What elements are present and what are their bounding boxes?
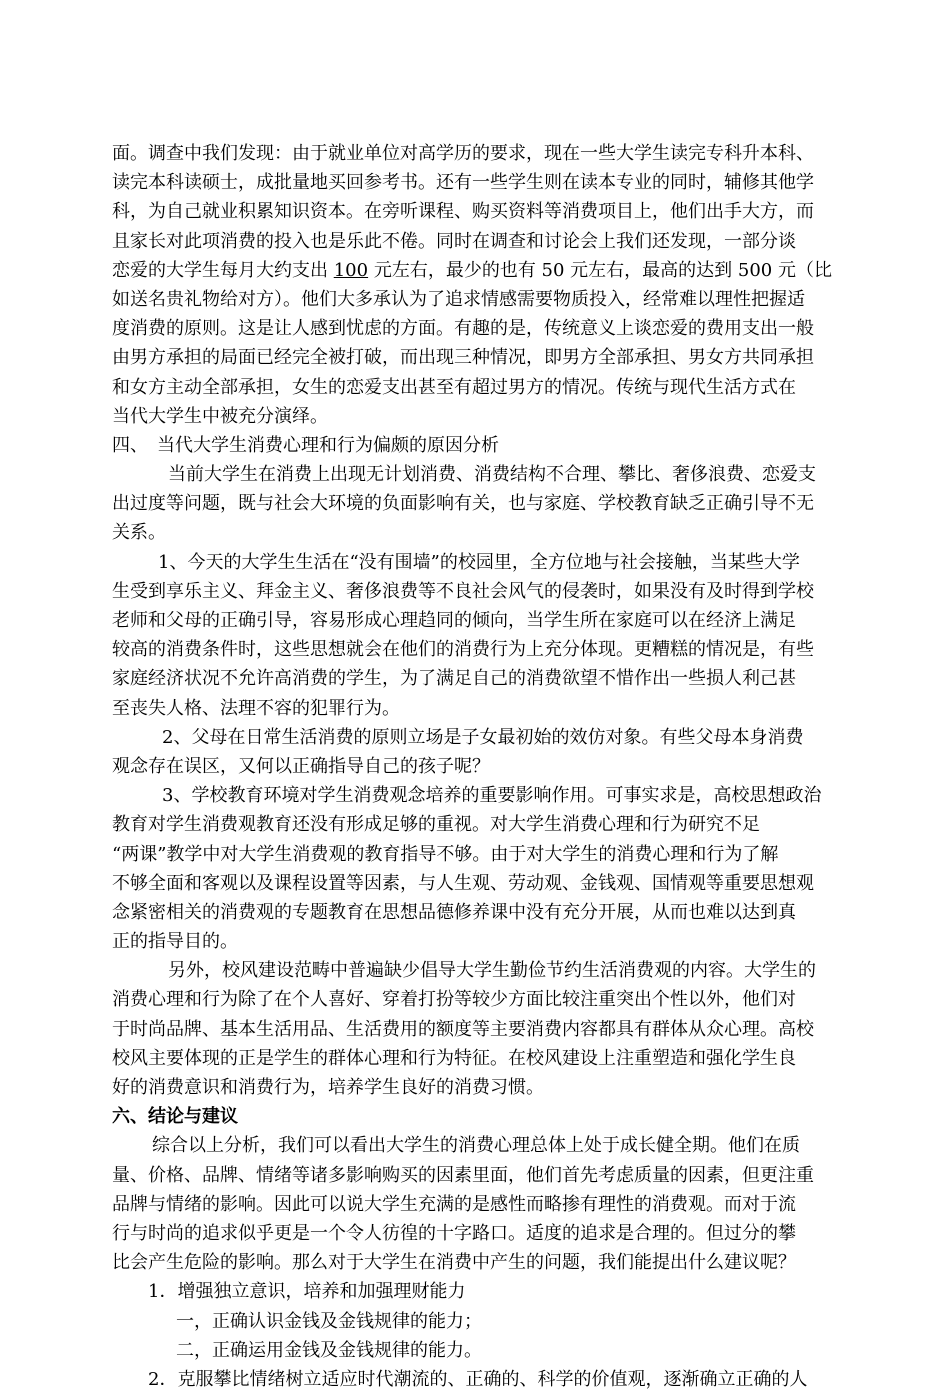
- text-line: 比会产生危险的影响。那么对于大学生在消费中产生的问题，我们能提出什么建议呢？: [112, 1252, 796, 1274]
- text-line: 教育对学生消费观教育还没有形成足够的重视。对大学生消费心理和行为研究不足: [112, 814, 760, 836]
- text-line: [112, 256, 842, 285]
- text-line: 四、 当代大学生消费心理和行为偏颇的原因分析: [112, 434, 499, 456]
- text-line: 好的消费意识和消费行为，培养学生良好的消费习惯。: [112, 1077, 544, 1098]
- text-line: 科，为自己就业积累知识资本。在旁听课程、购买资料等消费项目上，他们出手大方，而: [112, 201, 814, 223]
- text-line: 读完本科读硕士，成批量地买回参考书。还有一些学生则在读本专业的同时，辅修其他学: [112, 172, 814, 194]
- text-line: 至丧失人格、法理不容的犯罪行为。: [112, 697, 400, 719]
- text-line: 当前大学生在消费上出现无计划消费、消费结构不合理、攀比、奢侈浪费、恋爱支: [168, 464, 816, 486]
- text-line: 综合以上分析，我们可以看出大学生的消费心理总体上处于成长健全期。他们在质: [152, 1135, 800, 1157]
- text-line: 品牌与情绪的影响。因此可以说大学生充满的是感性而略掺有理性的消费观。而对于流: [112, 1193, 796, 1215]
- text-line: 二，正确运用金钱及金钱规律的能力。: [176, 1339, 482, 1361]
- section-heading: 六、结论与建议: [112, 1106, 238, 1128]
- text-line: 家庭经济状况不允许高消费的学生，为了满足自己的消费欲望不惜作出一些损人利己甚: [112, 668, 796, 690]
- text-line: 和女方主动全部承担，女生的恋爱支出甚至有超过男方的情况。传统与现代生活方式在: [112, 376, 796, 398]
- text-line: 另外，校风建设范畴中普遍缺少倡导大学生勤俭节约生活消费观的内容。大学生的: [168, 960, 816, 982]
- text-line: 1、今天的大学生生活在“没有围墙”的校园里，全方位地与社会接触，当某些大学: [158, 551, 800, 573]
- text-line: 观念存在误区，又何以正确指导自己的孩子呢？: [112, 755, 490, 777]
- text-line: 念紧密相关的消费观的专题教育在思想品德修养课中没有充分开展，从而也难以达到真: [112, 901, 796, 923]
- text-line: 度消费的原则。这是让人感到忧虑的方面。有趣的是，传统意义上谈恋爱的费用支出一般: [112, 318, 814, 340]
- text-line: 量、价格、品牌、情绪等诸多影响购买的因素里面，他们首先考虑质量的因素，但更注重: [112, 1164, 814, 1186]
- text-line: 且家长对此项消费的投入也是乐此不倦。同时在调查和讨论会上我们还发现，一部分谈: [112, 230, 796, 252]
- text-line: 行与时尚的追求似乎更是一个令人彷徨的十字路口。适度的追求是合理的。但过分的攀: [112, 1222, 796, 1244]
- text-line: 关系。: [112, 522, 166, 544]
- text-line: 不够全面和客观以及课程设置等因素，与人生观、劳动观、金钱观、国情观等重要思想观: [112, 872, 814, 894]
- text-line: 2．克服攀比情绪树立适应时代潮流的、正确的、科学的价值观，逐渐确立正确的人: [148, 1368, 808, 1390]
- text-line: 3、学校教育环境对学生消费观念培养的重要影响作用。可事实求是，高校思想政治: [162, 785, 822, 807]
- text-line: 面。调查中我们发现：由于就业单位对高学历的要求，现在一些大学生读完专科升本科、: [112, 143, 814, 164]
- text-line: 生受到享乐主义、拜金主义、奢侈浪费等不良社会风气的侵袭时，如果没有及时得到学校: [112, 580, 814, 602]
- text-line: 正的指导目的。: [112, 931, 238, 953]
- text-line: 由男方承担的局面已经完全被打破，而出现三种情况，即男方全部承担、男女方共同承担: [112, 347, 814, 369]
- text-segment: 元左右，最少的也有 50 元左右，最高的达到 500 元（比: [368, 259, 832, 281]
- underlined-number: 100: [333, 259, 369, 281]
- text-line: 较高的消费条件时，这些思想就会在他们的消费行为上充分体现。更糟糕的情况是，有些: [112, 639, 814, 661]
- text-line: “两课”教学中对大学生消费观的教育指导不够。由于对大学生的消费心理和行为了解: [112, 843, 779, 865]
- text-line: 1．增强独立意识，培养和加强理财能力: [148, 1281, 466, 1303]
- text-line: 一，正确认识金钱及金钱规律的能力；: [176, 1310, 482, 1332]
- text-line: 于时尚品牌、基本生活用品、生活费用的额度等主要消费内容都具有群体从众心理。高校: [112, 1018, 814, 1040]
- text-line: 如送名贵礼物给对方）。他们大多承认为了追求情感需要物质投入，经常难以理性把握适: [112, 288, 805, 310]
- text-line: 当代大学生中被充分演绎。: [112, 405, 328, 427]
- text-segment: 恋爱的大学生每月大约支出: [112, 259, 334, 281]
- text-line: 老师和父母的正确引导，容易形成心理趋同的倾向，当学生所在家庭可以在经济上满足: [112, 610, 796, 631]
- text-line: 出过度等问题，既与社会大环境的负面影响有关，也与家庭、学校教育缺乏正确引导不无: [112, 493, 814, 515]
- text-line: 2、父母在日常生活消费的原则立场是子女最初始的效仿对象。有些父母本身消费: [162, 726, 804, 748]
- document-page: [112, 139, 842, 1394]
- text-line: 消费心理和行为除了在个人喜好、穿着打扮等较少方面比较注重突出个性以外，他们对: [112, 989, 796, 1011]
- text-line: 校风主要体现的正是学生的群体心理和行为特征。在校风建设上注重塑造和强化学生良: [112, 1047, 796, 1069]
